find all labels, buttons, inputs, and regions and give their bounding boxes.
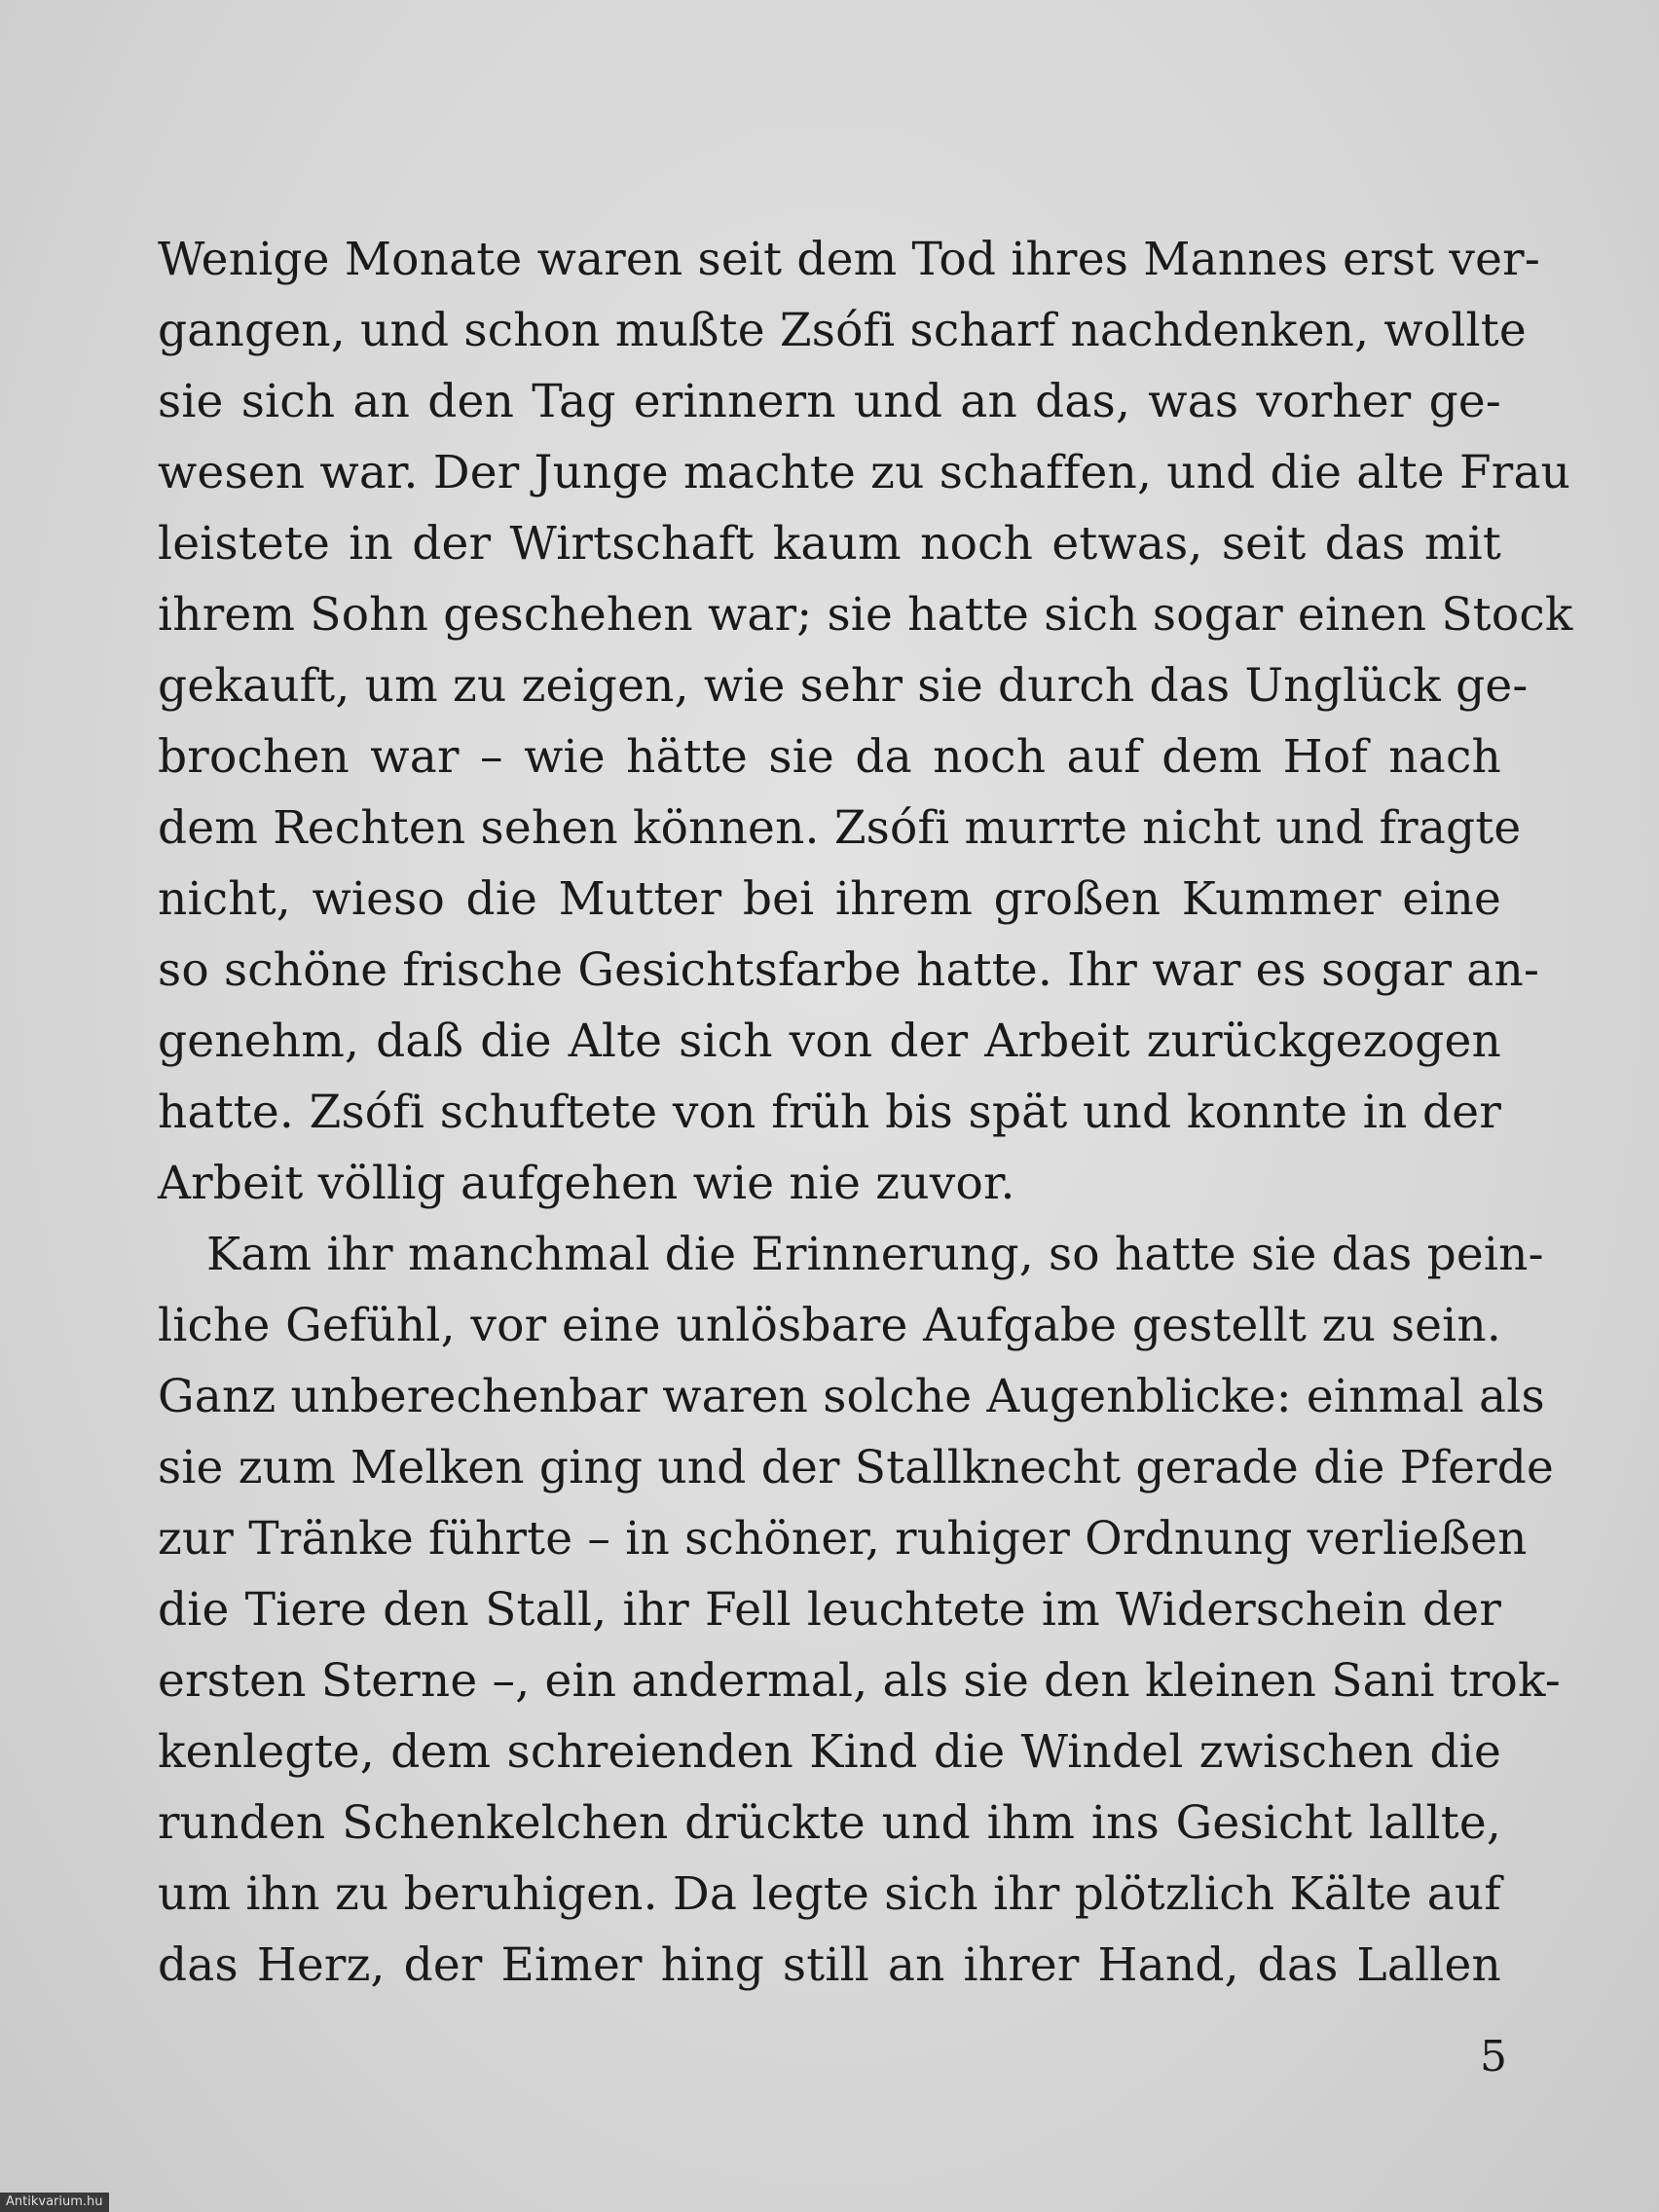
text-line: liche Gefühl, vor eine unlösbare Aufgabe gestellt zu sein.: [158, 1299, 1501, 1352]
paragraph-2: [158, 1219, 1561, 2001]
body-text: [158, 224, 1573, 2001]
text-line: die Tiere den Stall, ihr Fell leuchtete im Widerschein der: [158, 1583, 1501, 1637]
text-line: wesen war. Der Junge machte zu schaffen, und die alte Frau: [158, 446, 1571, 499]
text-line: nicht, wieso die Mutter bei ihrem großen Kummer eine: [158, 872, 1501, 926]
text-line: leistete in der Wirtschaft kaum noch etwas, seit das mit: [158, 517, 1501, 571]
text-line: sie zum Melken ging und der Stallknecht gerade die Pferde: [158, 1441, 1555, 1494]
text-line: um ihn zu beruhigen. Da legte sich ihr plötzlich Kälte auf: [158, 1867, 1501, 1921]
text-line: gekauft, um zu zeigen, wie sehr sie durch das Unglück ge-: [158, 659, 1529, 713]
text-line: ihrem Sohn geschehen war; sie hatte sich sogar einen Stock: [158, 588, 1573, 642]
text-line: runden Schenkelchen drückte und ihm ins Gesicht lallte,: [158, 1796, 1501, 1850]
text-line: dem Rechten sehen können. Zsófi murrte nicht und fragte: [158, 801, 1522, 855]
text-line: das Herz, der Eimer hing still an ihrer Hand, das Lallen: [158, 1938, 1501, 1992]
paragraph-1: [158, 224, 1573, 1219]
text-line: genehm, daß die Alte sich von der Arbeit zurückgezogen: [158, 1014, 1501, 1068]
watermark: Antikvarium.hu: [0, 2193, 109, 2212]
text-line: Arbeit völlig aufgehen wie nie zuvor.: [158, 1157, 1015, 1210]
text-line: Ganz unberechenbar waren solche Augenblicke: einmal als: [158, 1370, 1545, 1423]
text-line: zur Tränke führte – in schöner, ruhiger Ordnung verließen: [158, 1512, 1528, 1566]
page-number: 5: [1480, 2032, 1507, 2082]
text-line: ersten Sterne –, ein andermal, als sie den kleinen Sani trok-: [158, 1654, 1561, 1708]
text-line: Kam ihr manchmal die Erinnerung, so hatte sie das pein-: [206, 1228, 1544, 1281]
text-line: sie sich an den Tag erinnern und an das, was vorher ge-: [158, 375, 1501, 428]
text-line: kenlegte, dem schreienden Kind die Windel zwischen die: [158, 1725, 1501, 1779]
text-line: brochen war – wie hätte sie da noch auf dem Hof nach: [158, 730, 1501, 784]
text-line: Wenige Monate waren seit dem Tod ihres Mannes erst ver-: [158, 233, 1540, 286]
text-line: hatte. Zsófi schuftete von früh bis spät und konnte in der: [158, 1086, 1501, 1139]
text-line: gangen, und schon mußte Zsófi scharf nachdenken, wollte: [158, 304, 1527, 357]
text-line: so schöne frische Gesichtsfarbe hatte. Ihr war es sogar an-: [158, 943, 1540, 997]
